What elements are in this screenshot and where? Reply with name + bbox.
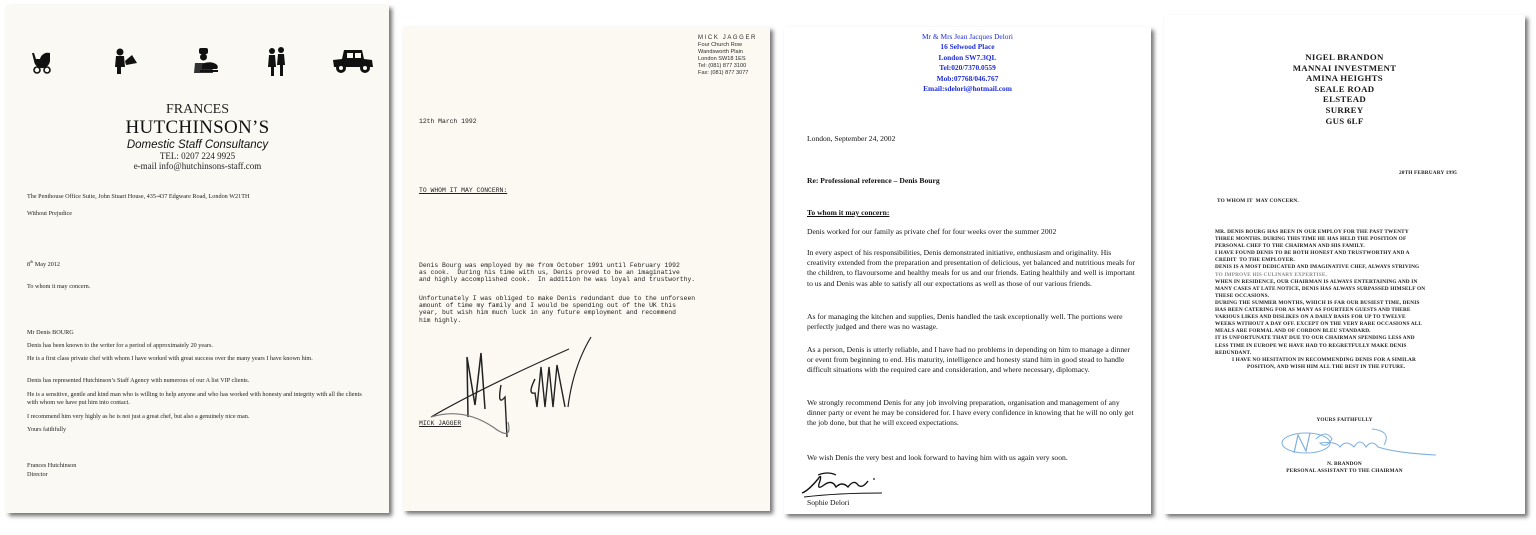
paragraph: He is a first class private chef with whom I have worked with great success over the many years I have known him. [27,355,313,362]
letterhead-line: HUTCHINSON’S [125,116,270,138]
salutation: TO WHOM IT MAY CONCERN. [1217,198,1299,204]
body-line: HAS BEEN CATERING FOR AS MANY AS FOURTEEN GUESTS AND THERE [1215,307,1411,314]
sign-off: YOURS FAITHFULLY [1316,417,1373,423]
signature-image [423,327,623,447]
letter-hutchinson [6,5,389,513]
signatory-name: Sophie Delori [807,498,850,507]
paragraph: As for managing the kitchen and supplies, Denis handled the task exceptionally well. The portions were perfectly judged and there was no wastage. [807,312,1123,332]
paragraph: As a person, Denis is utterly reliable, and I have had no problems in depending on him to manage a dinner or event from beginning to end. His maturity, intelligence and honesty stand him in good stead to handle difficult situations with the required care and consideration, and where necessary, diplomacy. [807,345,1131,375]
body-line: I HAVE FOUND DENIS TO BE BOTH HONEST AND TRUSTWORTHY AND A [1215,250,1410,257]
letterhead-name: NIGEL BRANDON [1305,52,1384,62]
letterhead-fax: Fax: (081) 877 3077 [698,70,749,76]
paragraph: We strongly recommend Denis for any job involving preparation, organisation and management of any dinner party or event he may be considered for. I have every confidence in knowing that he will no only get the job done, but that he will exceed expectations. [807,398,1134,428]
body-line: MR. DENIS BOURG HAS BEEN IN OUR EMPLOY FOR THE PAST TWENTY [1215,229,1409,235]
letterhead-line: AMINA HEIGHTS [1306,73,1383,84]
letterhead [6,103,389,172]
letterhead-line: 16 Selwood Place [940,42,995,52]
chef-icon [190,47,218,75]
body-line: MEALS ARE FORMAL AND OF CORDON BLEU STANDARD. [1215,328,1371,335]
letter-jagger [403,27,770,511]
letterhead-line: London SW18 1ES [698,56,746,62]
letterhead [698,35,757,77]
letter-date [27,258,367,269]
paragraph: In every aspect of his responsibilities, Denis demonstrated initiative, enthusiasm and originality. His creativity extended from the preparation and presentation of delicious, yet balanced and nutritious meals for the children, to flavoursome and healthy meals for us and our friends. Eating healthily and well is important to us and Denis was able to satisfy all our expectations as well as those of our various friends. [807,248,1135,288]
date-day: 8 [27,261,31,269]
paragraph: He is a sensitive, gentle and kind man who is willing to help anyone and who has worked with honesty and integrity with all the clients with whom we have put him into contact. [27,391,362,407]
body-line: WEEKS WITHOUT A DAY OFF. EXCEPT ON THE VERY RARE OCCASIONS ALL [1215,321,1423,328]
vintage-car-icon [332,47,374,75]
pram-icon [30,47,54,75]
letterhead-icons [28,47,378,79]
letterhead-line: FRANCES [165,102,230,117]
closing: Yours faithfully [27,426,67,433]
date-rest: May 2012 [33,261,61,269]
subject: Mr Denis BOURG [27,329,74,336]
letterhead [1164,52,1525,126]
letterhead-line: SURREY [1325,104,1364,115]
body-line: THESE OCCASIONS. [1215,292,1270,299]
letterhead-line: Wandsworth Plain [698,49,743,55]
address: The Penthouse Office Suite, John Stuart House, 435-437 Edgware Road, London W21TH [27,193,250,200]
body-line: LESS TIME IN EUROPE WE HAVE HAD TO REGRETFULLY MAKE DENIS [1215,342,1407,349]
body-line: DURING THE SUMMER MONTHS, WHICH IS FAR OUR BUSIEST TIME, DENIS [1215,299,1420,306]
body-line: TO IMPROVE HIS CULINARY EXPERTISE. [1215,271,1328,278]
letterhead-mobile: Mob:07768/046.767 [936,73,999,83]
letterhead-line: Domestic Staff Consultancy [126,138,269,151]
paragraph: We wish Denis the very best and look forward to having him with us again very soon. [807,453,1068,462]
signatory-name: MICK JAGGER [419,420,462,427]
letterhead-phone: Tel:020/7370.0559 [939,63,996,73]
body-line: DENIS IS A MOST DEDICATED AND IMAGINATIVE CHEF, ALWAYS STRIVING [1215,264,1420,271]
letterhead-phone: TEL: 0207 224 9925 [159,150,236,161]
body-line: THREE MONTHS. DURING THIS TIME HE HAS HELD THE POSITION OF [1215,236,1407,243]
closing-line: I HAVE NO HESITATION IN RECOMMENDING DENIS FOR A SIMILAR [1232,356,1416,363]
letterhead-email: Email:sdelori@hotmail.com [923,84,1012,94]
body-line: CREDIT TO THE EMPLOYER. [1215,257,1295,264]
paragraph: Denis Bourg was employed by me from October 1991 until February 1992 as cook. During his time with us, Denis proved to be an imaginative and highly accomplished cook. In addition he was loyal and trustworthy. [419,262,696,284]
letterhead-line: ELSTEAD [1322,94,1367,105]
nanny-child-icon [112,47,138,75]
letter-brandon [1164,15,1525,514]
salutation: To whom it may concern. [27,283,91,290]
signatory-title: PERSONAL ASSISTANT TO THE CHAIRMAN [1286,468,1403,474]
letter-body [1215,229,1425,371]
paragraph: Unfortunately I was obliged to make Denis redundant due to the unforseen amount of time my family and I would be spending out of the UK this year, but wish him much luck in any future employment and recommend him highly. [419,295,696,324]
date-suffix: th [30,259,34,264]
closing-line: POSITION, AND WISH HIM ALL THE BEST IN THE FUTURE. [1247,363,1406,370]
without-prejudice: Without Prejudice [27,210,72,217]
body-line: VARIOUS LIKES AND DISLIKES ON A DAILY BASIS FOR UP TO TWELVE [1215,314,1406,321]
letterhead-email: e-mail info@hutchinsons-staff.com [133,161,262,172]
paragraph: Denis has been known to the writer for a period of approximately 20 years. [27,342,213,349]
signature-image [1276,425,1446,461]
letterhead-line: London SW7.3QL [938,52,997,62]
couple-icon [266,47,288,77]
signatory-name: N. BRANDON [1327,461,1362,467]
body-line: MANY CASES AT LATE NOTICE, DENIS HAS ALWAYS SURPASSED HIMSELF ON [1215,285,1426,292]
paragraph: I recommend him very highly as he is not just a great chef, but also a genuinely nice man. [27,413,250,420]
body-line: WHEN IN RESIDENCE, OUR CHAIRMAN IS ALWAYS ENTERTAINING AND IN [1215,278,1418,285]
letterhead-name: MICK JAGGER [698,35,757,41]
salutation: TO WHOM IT MAY CONCERN: [419,187,508,194]
paragraph: Denis worked for our family as private chef for four weeks over the summer 2002 [807,227,1057,236]
letter-delori [784,27,1151,514]
letter-date: 20TH FEBRUARY 1995 [1399,170,1457,176]
letterhead [784,32,1151,94]
letterhead-line: MANNAI INVESTMENT [1292,62,1397,73]
letterhead-name: Mr & Mrs Jean Jacques Delori [922,32,1013,41]
letterhead-line: SEALE ROAD [1314,83,1375,94]
letter-date: London, September 24, 2002 [807,134,896,143]
signatory-name: Frances Hutchinson [27,462,77,469]
body-line: PERSONAL CHEF TO THE CHAIRMAN AND HIS FAMILY. [1215,243,1365,250]
signature-image [798,469,888,499]
paragraph: Denis has represented Hutchinson’s Staff Agency with numerous of our A list VIP clients. [27,377,250,384]
subject: Re: Professional reference – Denis Bourg [807,176,940,185]
letterhead-phone: Tel: (081) 877 3100 [698,63,747,69]
letter-date: 12th March 1992 [419,118,477,125]
signatory-title: Director [27,471,48,478]
body-line: REDUNDANT. [1215,349,1252,356]
letterhead-line: GUS 6LF [1325,115,1364,126]
letterhead-line: Four Church Row [698,42,742,48]
salutation: To whom it may concern: [807,208,890,217]
body-line: IT IS UNFORTUNATE THAT DUE TO OUR CHAIRMAN SPENDING LESS AND [1215,335,1415,342]
